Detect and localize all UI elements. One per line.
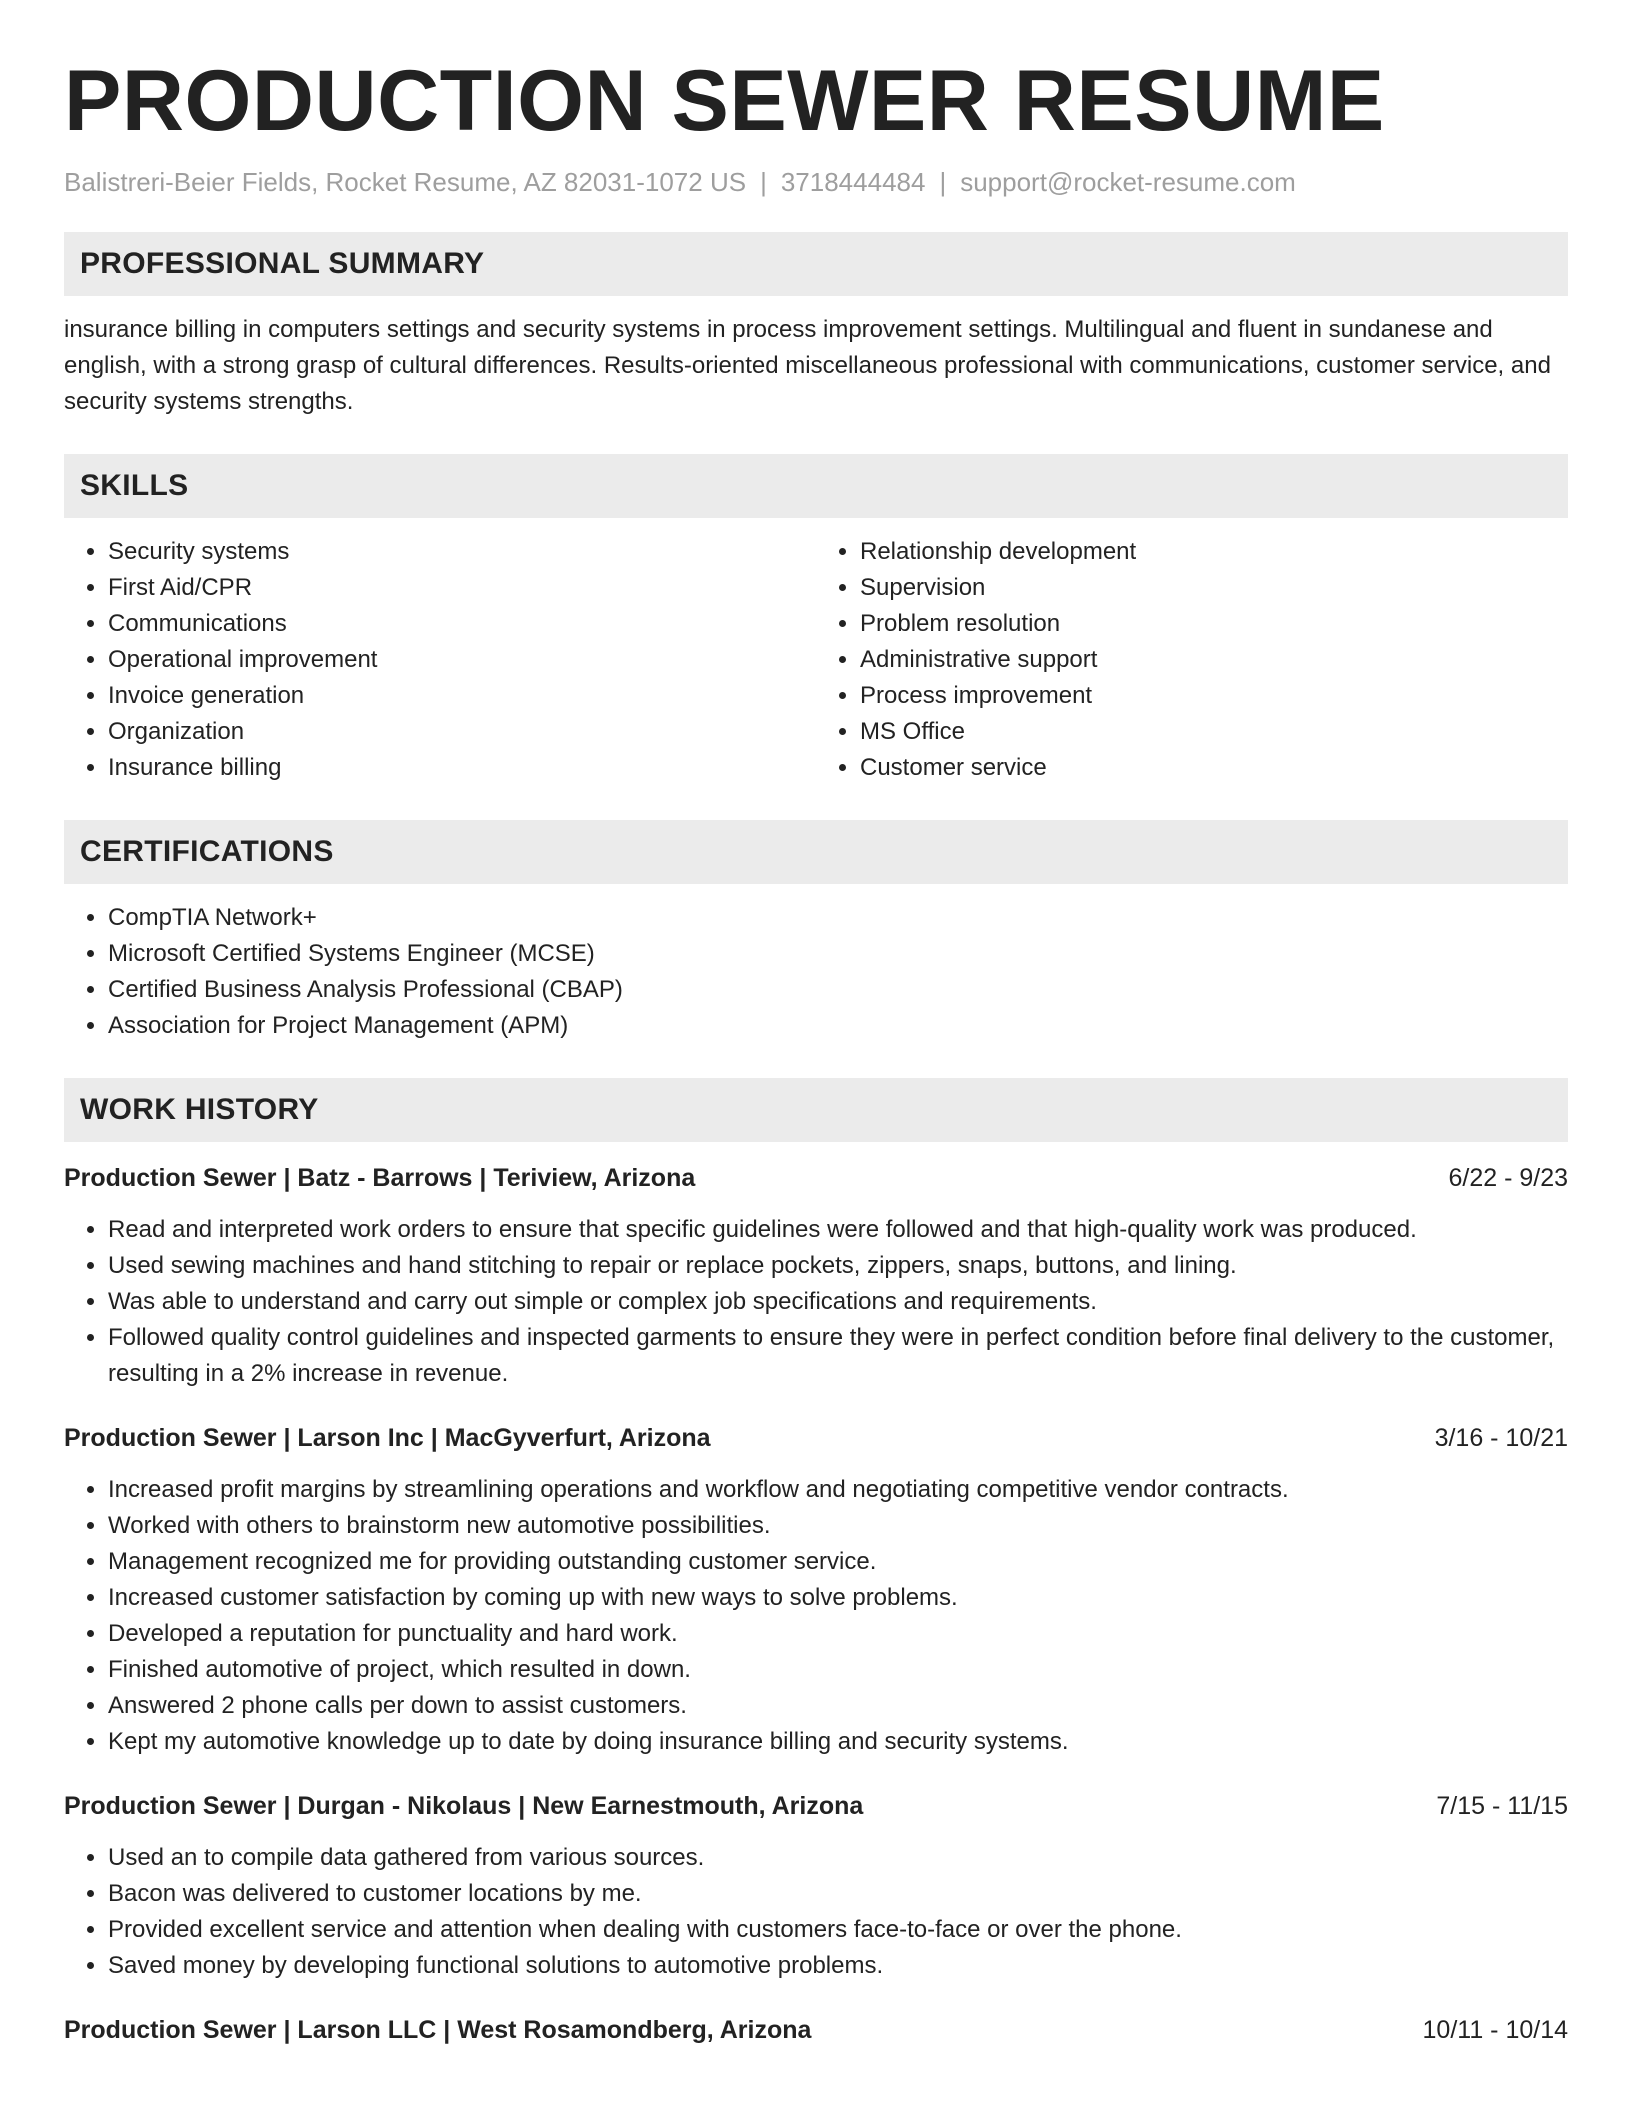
job-dates: 3/16 - 10/21 bbox=[1434, 1423, 1568, 1452]
job-entry bbox=[64, 1160, 1568, 1392]
skill-item: • MS Office bbox=[860, 714, 1568, 750]
job-bullet: • Developed a reputation for punctuality and hard work. bbox=[108, 1616, 1568, 1652]
job-header bbox=[64, 1420, 1568, 1456]
job-bullet: • Increased customer satisfaction by coming up with new ways to solve problems. bbox=[108, 1580, 1568, 1616]
skill-item: • Relationship development bbox=[860, 534, 1568, 570]
certifications-list bbox=[64, 900, 1568, 1044]
job-header bbox=[64, 1160, 1568, 1196]
skill-item: • Administrative support bbox=[860, 642, 1568, 678]
job-bullet: • Provided excellent service and attention when dealing with customers face-to-face or over the phone. bbox=[108, 1912, 1568, 1948]
skill-item: • Organization bbox=[108, 714, 816, 750]
skill-item: • First Aid/CPR bbox=[108, 570, 816, 606]
certifications-heading: CERTIFICATIONS bbox=[64, 820, 1568, 884]
skills-list bbox=[64, 534, 1568, 786]
contact-phone: 3718444484 bbox=[780, 166, 926, 197]
contact-address: Balistreri-Beier Fields, Rocket Resume, AZ 82031-1072 US bbox=[64, 166, 747, 197]
contact-line bbox=[64, 167, 1568, 198]
job-bullet: • Saved money by developing functional solutions to automotive problems. bbox=[108, 1948, 1568, 1984]
skill-item: • Operational improvement bbox=[108, 642, 816, 678]
job-bullet: • Answered 2 phone calls per down to assist customers. bbox=[108, 1688, 1568, 1724]
job-title: Production Sewer | Batz - Barrows | Teriview, Arizona bbox=[64, 1163, 696, 1192]
work-history-heading: WORK HISTORY bbox=[64, 1078, 1568, 1142]
certification-item: • Microsoft Certified Systems Engineer (MCSE) bbox=[108, 936, 1568, 972]
certification-item: • Association for Project Management (APM) bbox=[108, 1008, 1568, 1044]
job-header bbox=[64, 2012, 1568, 2048]
summary-heading: PROFESSIONAL SUMMARY bbox=[64, 232, 1568, 296]
job-bullet: • Finished automotive of project, which resulted in down. bbox=[108, 1652, 1568, 1688]
skills-heading: SKILLS bbox=[64, 454, 1568, 518]
job-title: Production Sewer | Durgan - Nikolaus | New Earnestmouth, Arizona bbox=[64, 1791, 864, 1820]
job-title: Production Sewer | Larson Inc | MacGyverfurt, Arizona bbox=[64, 1423, 711, 1452]
skill-item: • Problem resolution bbox=[860, 606, 1568, 642]
job-entry bbox=[64, 1788, 1568, 1984]
job-dates: 7/15 - 11/15 bbox=[1436, 1791, 1568, 1820]
resume-title: PRODUCTION SEWER RESUME bbox=[64, 53, 1385, 149]
job-bullets bbox=[64, 1212, 1568, 1392]
job-title: Production Sewer | Larson LLC | West Rosamondberg, Arizona bbox=[64, 2015, 812, 2044]
summary-text: insurance billing in computers settings and security systems in process improvement settings. Multilingual and fluent in sundanese and english, with a strong grasp of cultural differences. Results-oriented miscellaneous professional with communications, customer service, and security systems strengths. bbox=[64, 315, 1551, 415]
skill-item: • Customer service bbox=[860, 750, 1568, 786]
skill-item: • Communications bbox=[108, 606, 816, 642]
job-bullets bbox=[64, 1840, 1568, 1984]
job-bullet: • Read and interpreted work orders to ensure that specific guidelines were followed and that high-quality work was produced. bbox=[108, 1212, 1568, 1248]
job-bullet: • Kept my automotive knowledge up to date by doing insurance billing and security systems. bbox=[108, 1724, 1568, 1760]
certification-item: • CompTIA Network+ bbox=[108, 900, 1568, 936]
job-bullet: • Bacon was delivered to customer locations by me. bbox=[108, 1876, 1568, 1912]
job-bullet: • Followed quality control guidelines and inspected garments to ensure they were in perfect condition before final delivery to the customer, resulting in a 2% increase in revenue. bbox=[108, 1320, 1568, 1392]
contact-separator: | bbox=[760, 166, 767, 197]
work-history-list bbox=[64, 1160, 1568, 2048]
contact-email: support@rocket-resume.com bbox=[960, 166, 1296, 197]
contact-separator: | bbox=[939, 166, 947, 197]
job-bullet: • Worked with others to brainstorm new automotive possibilities. bbox=[108, 1508, 1568, 1544]
job-bullet: • Used an to compile data gathered from various sources. bbox=[108, 1840, 1568, 1876]
skill-item: • Invoice generation bbox=[108, 678, 816, 714]
job-bullets bbox=[64, 1472, 1568, 1760]
job-bullet: • Increased profit margins by streamlining operations and workflow and negotiating competitive vendor contracts. bbox=[108, 1472, 1568, 1508]
skill-item: • Supervision bbox=[860, 570, 1568, 606]
skill-item: • Insurance billing bbox=[108, 750, 816, 786]
job-bullet: • Was able to understand and carry out simple or complex job specifications and requirements. bbox=[108, 1284, 1568, 1320]
job-bullet: • Used sewing machines and hand stitching to repair or replace pockets, zippers, snaps, buttons, and lining. bbox=[108, 1248, 1568, 1284]
skills-column-right bbox=[816, 534, 1568, 786]
job-dates: 6/22 - 9/23 bbox=[1448, 1163, 1568, 1192]
skill-item: • Security systems bbox=[108, 534, 816, 570]
job-entry bbox=[64, 1420, 1568, 1760]
job-entry bbox=[64, 2012, 1568, 2048]
skill-item: • Process improvement bbox=[860, 678, 1568, 714]
job-dates: 10/11 - 10/14 bbox=[1422, 2015, 1568, 2044]
certification-item: • Certified Business Analysis Professional (CBAP) bbox=[108, 972, 1568, 1008]
skills-column-left bbox=[64, 534, 816, 786]
job-header bbox=[64, 1788, 1568, 1824]
job-bullet: • Management recognized me for providing outstanding customer service. bbox=[108, 1544, 1568, 1580]
